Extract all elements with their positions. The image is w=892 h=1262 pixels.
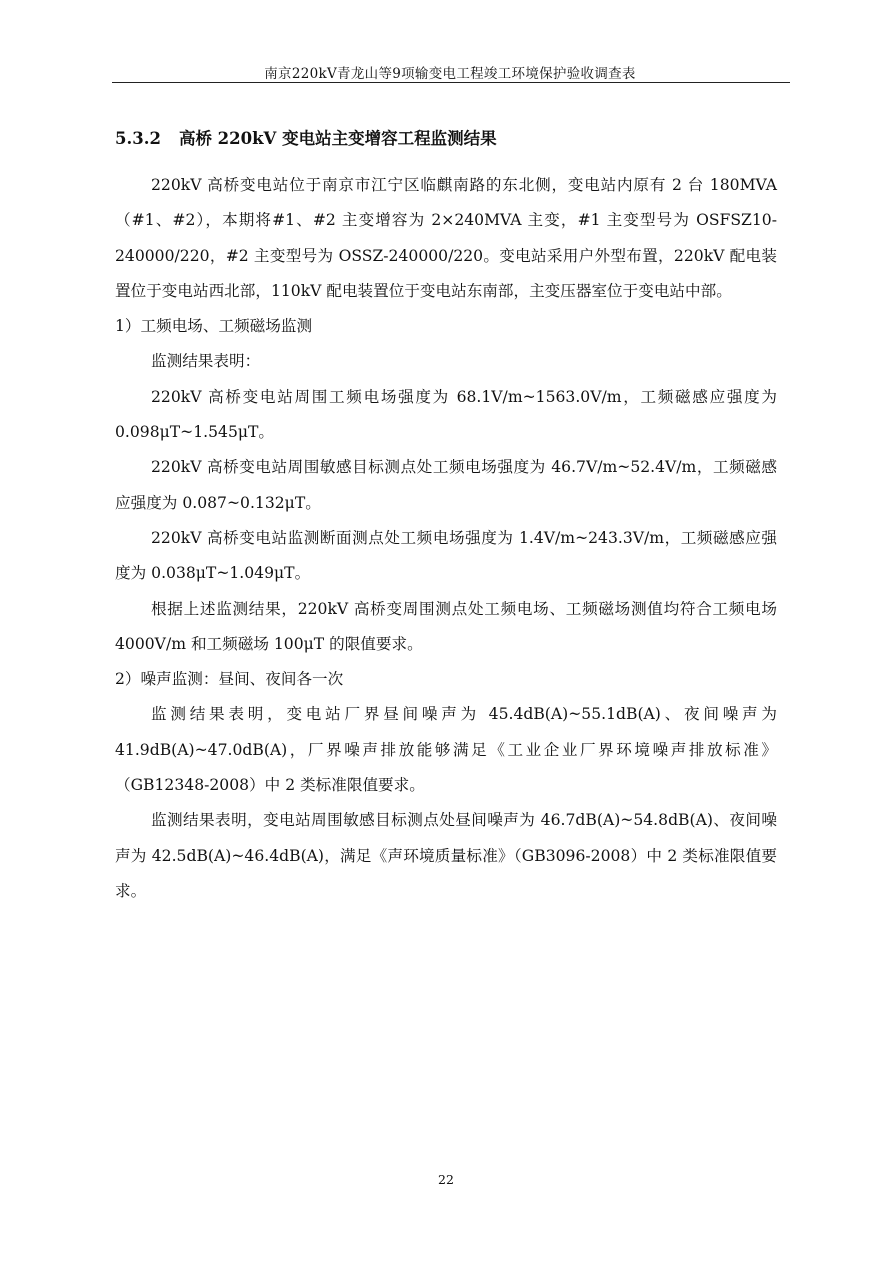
running-header: 南京220kV青龙山等9项输变电工程竣工环境保护验收调查表 xyxy=(264,66,636,82)
paragraph-sensitive-targets: 220kV 高桥变电站周围敏感目标测点处工频电场强度为 46.7V/m~52.4V/m，工频磁感应强度为 0.087~0.132μT。 xyxy=(115,458,777,512)
section-heading xyxy=(115,125,497,149)
section-number: 5.3.2 xyxy=(115,129,161,148)
body-text xyxy=(115,168,777,909)
page-number: 22 xyxy=(438,1172,454,1187)
subheading-power-frequency: 1）工频电场、工频磁场监测 xyxy=(115,317,313,336)
section-title: 高桥 220kV 变电站主变增容工程监测结果 xyxy=(178,129,497,148)
subheading-noise: 2）噪声监测：昼间、夜间各一次 xyxy=(115,670,344,689)
paragraph-surrounding-field: 220kV 高桥变电站周围工频电场强度为 68.1V/m~1563.0V/m，工频磁感应强度为 0.098μT~1.545μT。 xyxy=(115,387,777,442)
header-rule xyxy=(112,82,790,83)
paragraph-sensitive-noise: 监测结果表明，变电站周围敏感目标测点处昼间噪声为 46.7dB(A)~54.8dB(A)、夜间噪声为 42.5dB(A)~46.4dB(A)，满足《声环境质量标准》（GB3096-2008）中 2 类标准限值要求。 xyxy=(115,811,777,900)
paragraph-compliance: 根据上述监测结果，220kV 高桥变周围测点处工频电场、工频磁场测值均符合工频电场 4000V/m 和工频磁场 100μT 的限值要求。 xyxy=(115,599,777,653)
paragraph-section-profile: 220kV 高桥变电站监测断面测点处工频电场强度为 1.4V/m~243.3V/m，工频磁感应强度为 0.038μT~1.049μT。 xyxy=(115,528,777,583)
paragraph-overview: 220kV 高桥变电站位于南京市江宁区临麒南路的东北侧，变电站内原有 2 台 180MVA（#1、#2），本期将#1、#2 主变增容为 2×240MVA 主变，#1 主变型号为 OSFSZ10-240000/220，#2 主变型号为 OSSZ-240000/220。变电站采用户外型布置，220kV 配电装置位于变电站西北部，110kV 配电装置位于变电站东南部，主变压器室位于变电站中部。 xyxy=(115,176,777,300)
paragraph-boundary-noise: 监测结果表明，变电站厂界昼间噪声为 45.4dB(A)~55.1dB(A)、夜间噪声为 41.9dB(A)~47.0dB(A)，厂界噪声排放能够满足《工业企业厂界环境噪声排放标准》（GB12348-2008）中 2 类标准限值要求。 xyxy=(115,705,777,795)
paragraph-results-intro: 监测结果表明： xyxy=(151,352,261,371)
